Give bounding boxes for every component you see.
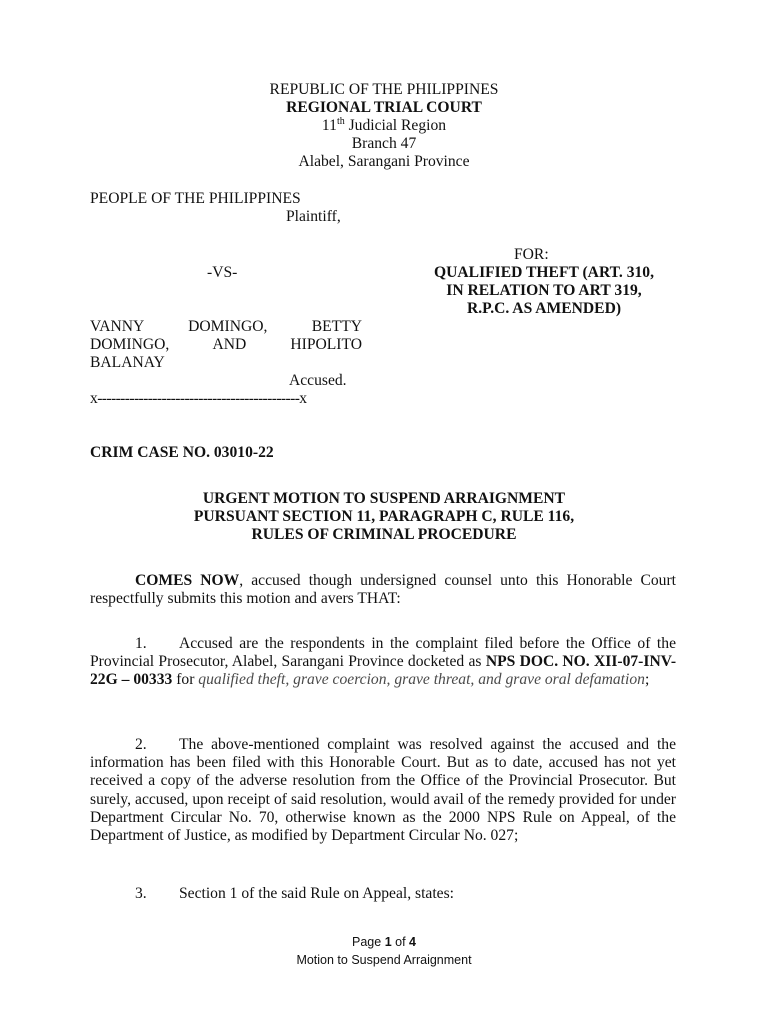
for-label: FOR: [514,246,549,263]
motion-title-line-2: PURSUANT SECTION 11, PARAGRAPH C, RULE 116, [193,508,575,525]
intro-text: , accused though undersigned counsel unto this Honorable Court respectfully submits this motion and avers THAT: [90,572,676,608]
page-current: 1 [384,935,392,949]
plaintiff-role: Plaintiff, [286,208,341,225]
paragraph-1-text: Accused are the respondents in the complaint filed before the Office of the Provincial Prosecutor, Alabel, Sarangani Province docketed as [90,635,676,671]
paragraph-3 [90,885,676,903]
plaintiff-name: PEOPLE OF THE PHILIPPINES [90,190,301,207]
header-court: REGIONAL TRIAL COURT [286,99,482,116]
paragraph-2-number: 2. [135,736,147,753]
versus-label: -VS- [207,264,238,281]
accused-line-1: VANNY DOMINGO, BETTY [90,318,362,335]
paragraph-1-charges: qualified theft, grave coercion, grave threat, and grave oral defamation [198,671,645,689]
paragraph-2-text: The above-mentioned complaint was resolved against the accused and the information has been filed with this Honorable Court. But as to date, accused has not yet received a copy of the adverse resolution from the Office of the Provincial Prosecutor. But surely, accused, upon receipt of said resolution, would avail of the remedy provided for under Department Circular No. 70, otherwise known as the 2000 NPS Rule on Appeal, of the Department of Justice, as modified by Department Circular No. 027; [90,736,676,845]
paragraph-3-text: Section 1 of the said Rule on Appeal, states: [179,885,455,902]
page-of: of [391,935,410,949]
offense-line-2: IN RELATION TO ART 319, [446,282,642,299]
header-branch: Branch 47 [351,135,417,152]
paragraph-3-number: 3. [135,885,147,902]
page-number [0,935,768,949]
header-region-suffix: th [336,116,345,127]
paragraph-1 [90,635,676,690]
header-region-number: 11 [321,117,337,134]
motion-title-line-1: URGENT MOTION TO SUSPEND ARRAIGNMENT [202,490,566,507]
page-prefix: Page [352,935,385,949]
header-region [0,117,768,135]
offense-line-1: QUALIFIED THEFT (ART. 310, [434,264,654,281]
header-republic: REPUBLIC OF THE PHILIPPINES [269,81,499,98]
motion-title-line-3: RULES OF CRIMINAL PROCEDURE [251,526,517,543]
caption-divider: x--------------------------------------------x [90,390,307,407]
intro-lead: COMES NOW [135,572,240,589]
header-region-label: Judicial Region [344,117,447,134]
paragraph-1-end: ; [644,671,650,689]
accused-role: Accused. [289,372,347,389]
paragraph-1-docket: NPS DOC. NO. XII-07-INV-22G – 00333 [90,653,677,689]
accused-line-2: DOMINGO, AND HIPOLITO [90,336,362,353]
paragraph-1-number: 1. [135,635,147,652]
case-number: CRIM CASE NO. 03010-22 [90,444,274,461]
accused-line-3: BALANAY [90,354,165,371]
paragraph-2 [90,736,676,845]
paragraph-1-for: for [172,671,199,689]
header-location: Alabel, Sarangani Province [298,153,470,170]
offense-line-3: R.P.C. AS AMENDED) [466,300,622,317]
page-total: 4 [409,935,416,949]
intro-paragraph [90,572,676,608]
footer-document-title: Motion to Suspend Arraignment [296,953,472,967]
